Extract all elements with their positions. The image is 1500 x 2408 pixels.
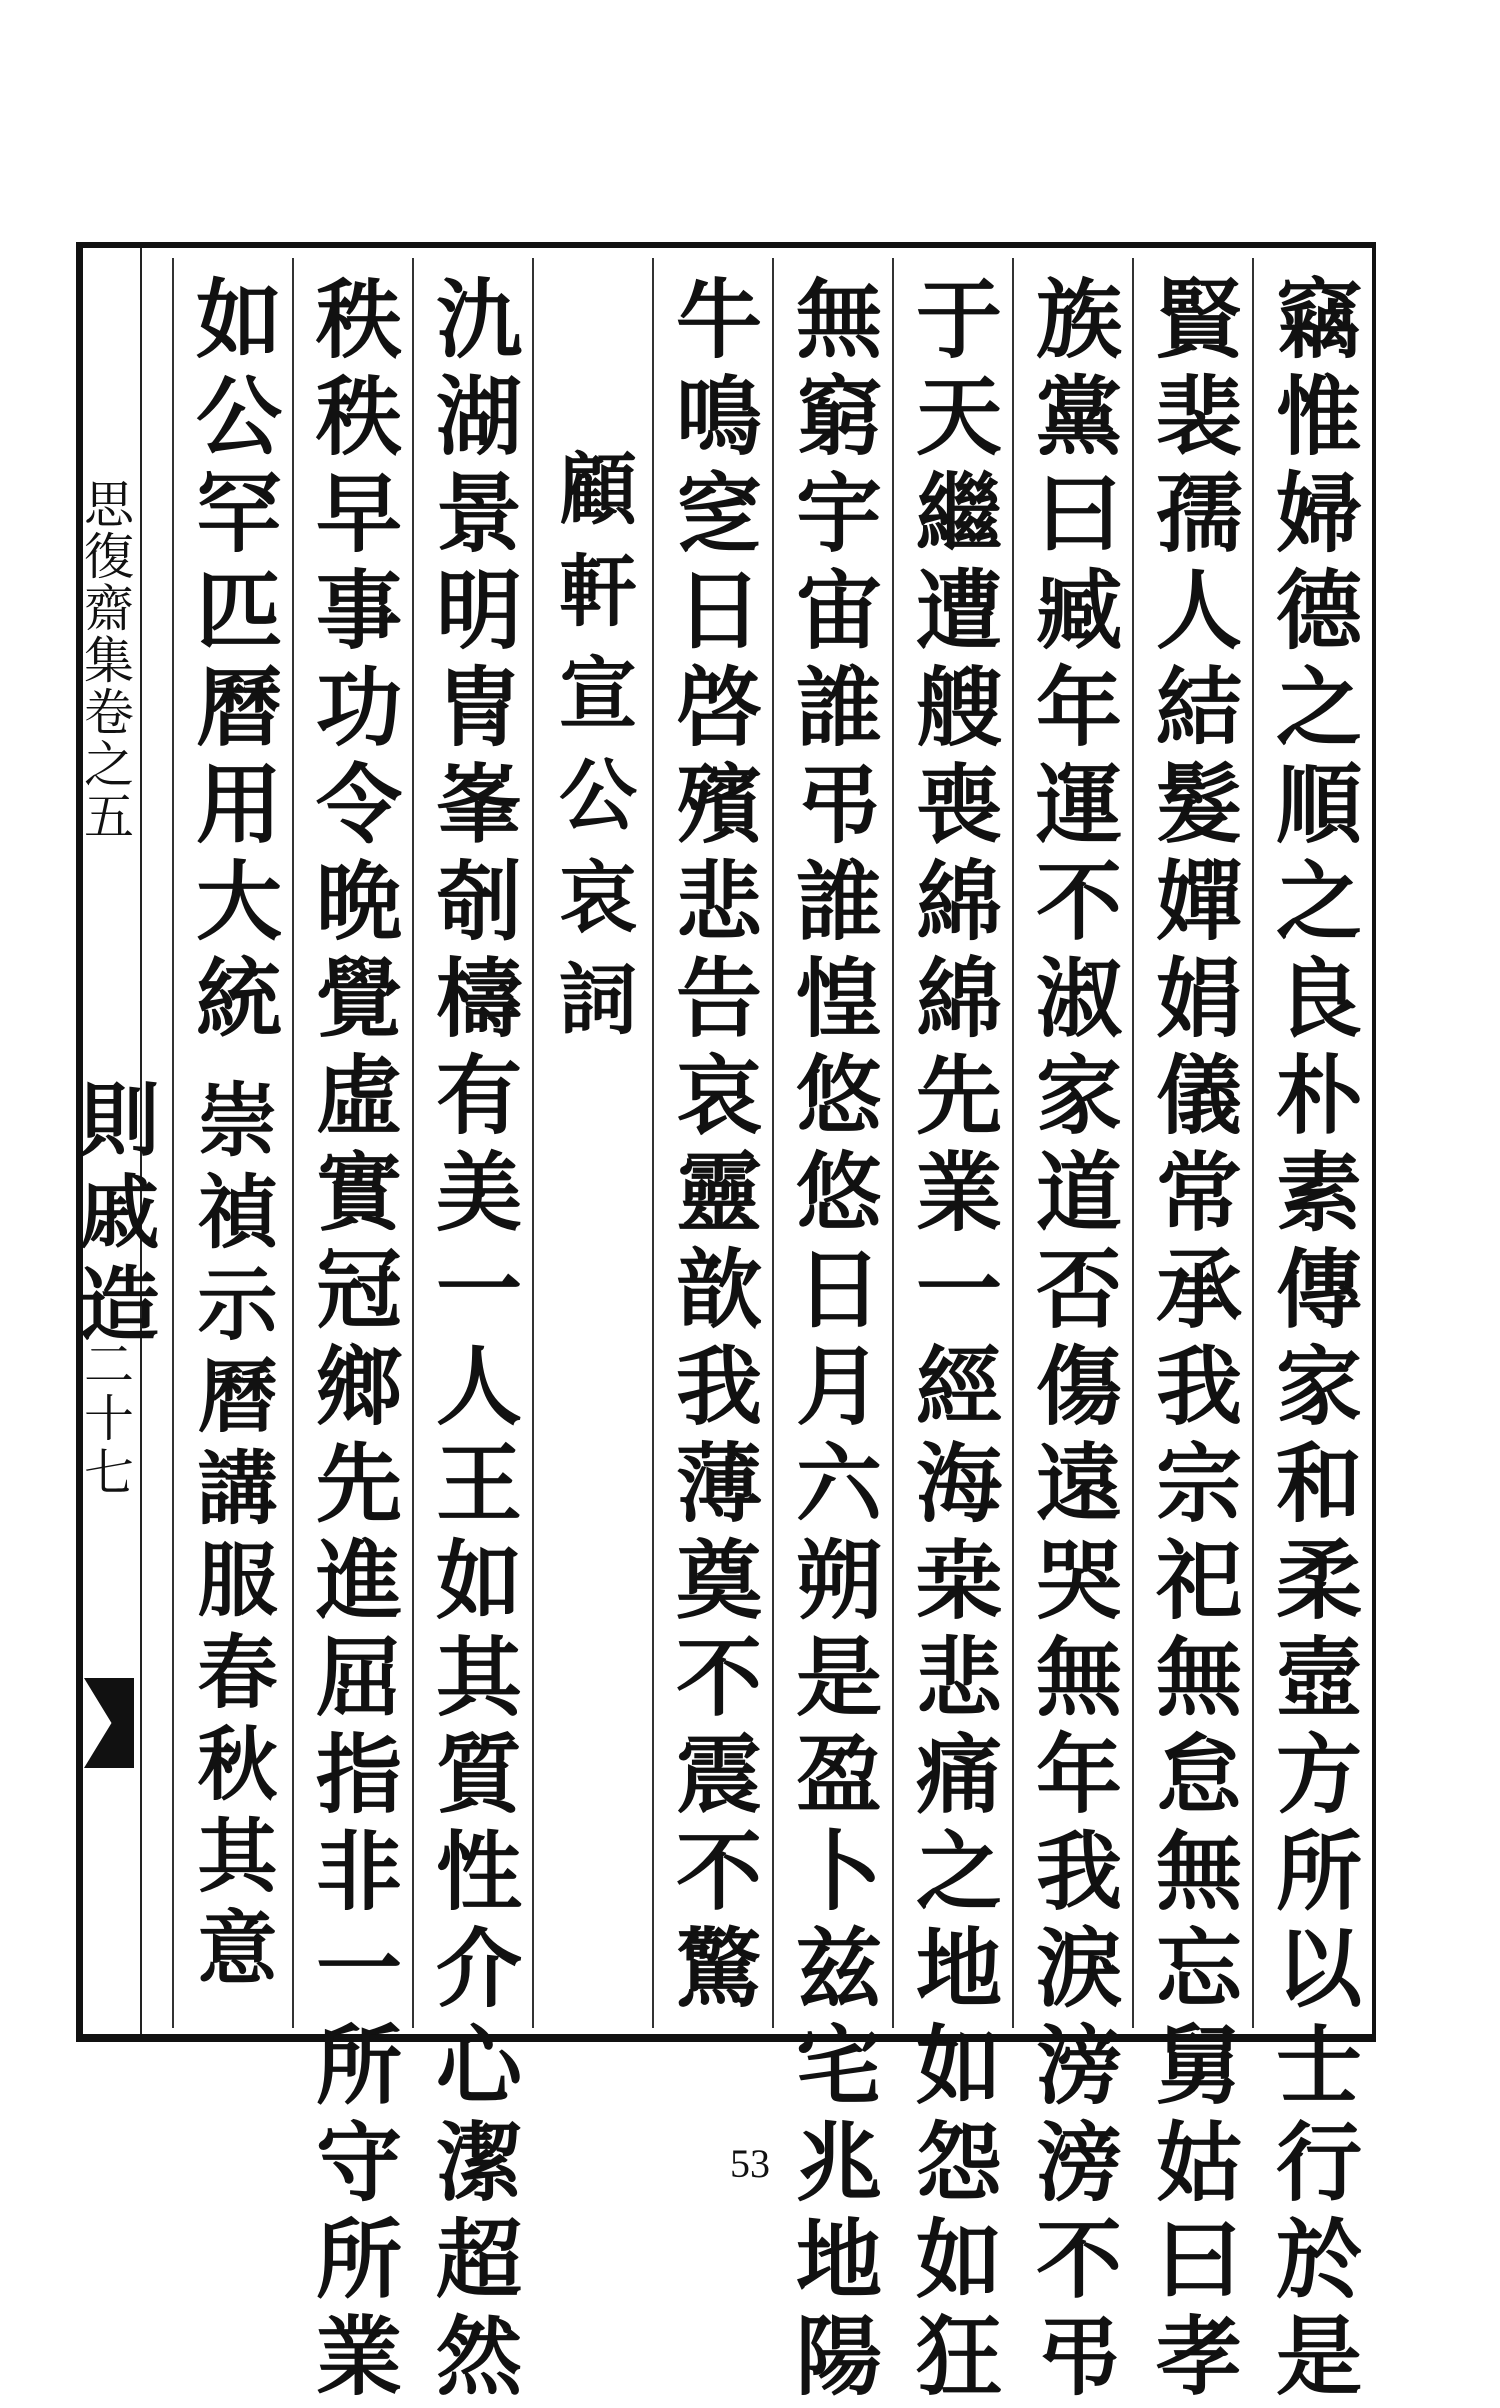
- column-note: 崇禎示曆講服春秋其意則戚造: [66, 1078, 278, 1998]
- column-text: 無窮宇宙誰弔誰惶悠悠日月六朔是盈卜兹宅兆地陽: [781, 274, 882, 2408]
- book-title-margin: 思復齋集卷之五: [76, 478, 134, 842]
- column-text: 秩秩早事功令晩覺虛實冠鄉先進屈指非一所守所業: [301, 274, 402, 2408]
- text-column-9: [292, 258, 410, 2408]
- column-text: 牛鳴窆日啓殯悲告哀靈歆我薄奠不震不驚: [661, 274, 762, 2020]
- text-column-8: [412, 258, 530, 2408]
- text-column-5: [772, 258, 890, 2408]
- text-column-6: [652, 258, 770, 2028]
- column-text: 于天繼遭艘喪綿綿先業一經海桒悲痛之地如怨如狂: [901, 274, 1002, 2408]
- text-column-4: [892, 258, 1010, 2408]
- page-number: 53: [730, 2141, 770, 2186]
- fish-tail-mark: [84, 1678, 134, 1768]
- column-text: 族黨曰臧年運不淑家道否傷遠哭無年我淚滂滂不弔: [1021, 274, 1122, 2408]
- folio-number: 二十七: [76, 1338, 134, 1500]
- text-column-3: [1012, 258, 1130, 2408]
- column-text: 賢裴孺人結髮嬋娟儀常承我宗祀無怠無忘舅姑曰孝: [1141, 274, 1242, 2408]
- column-text: 氿湖景明冑峯剞檮有美一人王如其質性介心潔超然: [421, 274, 522, 2408]
- text-column-heading: [532, 258, 650, 2028]
- column-text: 竊惟婦德之順之良朴素傳家和柔壼方所以士行於是: [1261, 274, 1362, 2408]
- text-column-1: [1252, 258, 1370, 2408]
- column-text: 如公罕匹曆用大統: [181, 274, 282, 1050]
- text-column-2: [1132, 258, 1250, 2408]
- elegy-title: 顧軒宣公哀詞: [546, 448, 637, 1060]
